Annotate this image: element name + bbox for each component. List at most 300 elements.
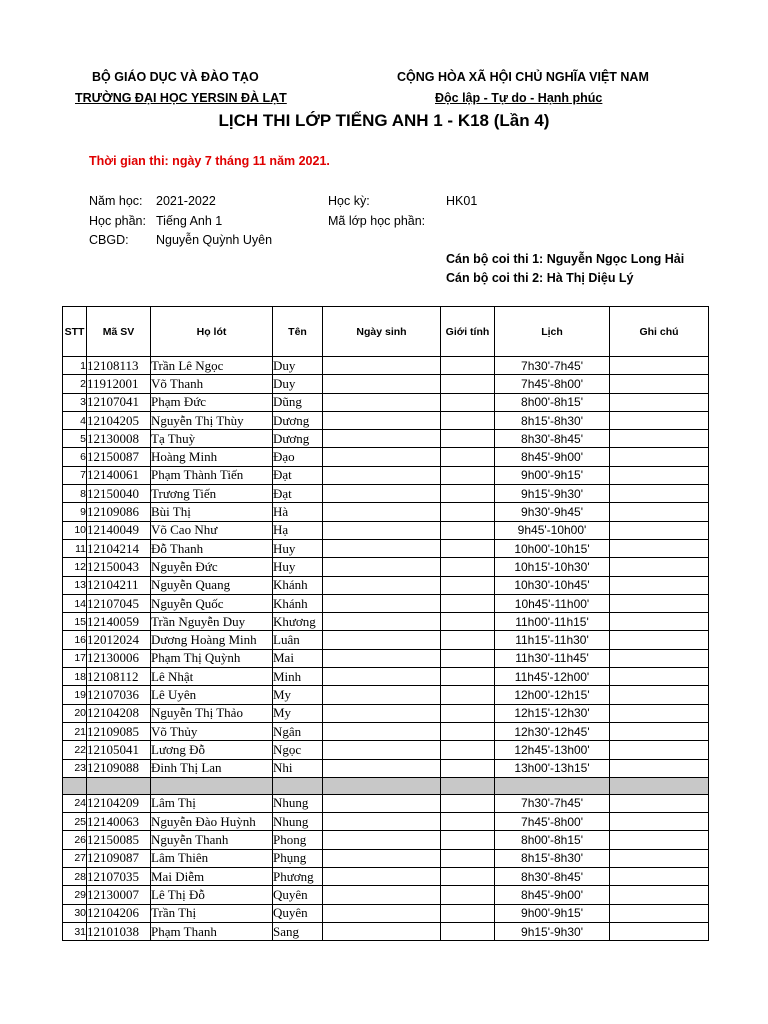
- cell-given-name: My: [273, 704, 323, 722]
- cell-gender: [441, 868, 495, 886]
- year-label: Năm học:: [89, 194, 143, 208]
- cell-stt: 27: [63, 849, 87, 867]
- cell-schedule: 10h00'-10h15': [495, 539, 610, 557]
- year-value: 2021-2022: [156, 194, 216, 208]
- table-row: [63, 649, 709, 667]
- cell-surname: Lê Thị Đỗ: [151, 886, 273, 904]
- column-header-note: Ghi chú: [610, 307, 709, 357]
- cell-note: [610, 357, 709, 375]
- cell-schedule: 8h30'-8h45': [495, 868, 610, 886]
- cell-note: [610, 668, 709, 686]
- cell-birth-date: [323, 558, 441, 576]
- exam-time: Thời gian thi: ngày 7 tháng 11 năm 2021.: [89, 154, 330, 168]
- cell-student-id: 11912001: [87, 375, 151, 393]
- cell-student-id: 12104205: [87, 411, 151, 429]
- cell-given-name: Quyên: [273, 886, 323, 904]
- table-row: [63, 722, 709, 740]
- table-row: [63, 466, 709, 484]
- cell-schedule: 7h45'-8h00': [495, 813, 610, 831]
- column-header-given-name: Tên: [273, 307, 323, 357]
- cell-note: [610, 613, 709, 631]
- cell-stt: 29: [63, 886, 87, 904]
- cell-schedule: 12h30'-12h45': [495, 722, 610, 740]
- cell-schedule: 9h15'-9h30': [495, 922, 610, 940]
- cell-student-id: 12104211: [87, 576, 151, 594]
- cell-given-name: Mai: [273, 649, 323, 667]
- cell-schedule: 8h00'-8h15': [495, 393, 610, 411]
- cell-student-id: 12104209: [87, 794, 151, 812]
- cell-given-name: Nhung: [273, 794, 323, 812]
- cell-note: [610, 922, 709, 940]
- cell-birth-date: [323, 686, 441, 704]
- cell-student-id: 12109088: [87, 759, 151, 777]
- cell-stt: 22: [63, 741, 87, 759]
- cell-gender: [441, 722, 495, 740]
- cell-given-name: Ngân: [273, 722, 323, 740]
- cell-birth-date: [323, 411, 441, 429]
- cell-surname: Nguyễn Thanh: [151, 831, 273, 849]
- cell-student-id: 12140061: [87, 466, 151, 484]
- cell-stt: 15: [63, 613, 87, 631]
- cell-stt: 8: [63, 485, 87, 503]
- cell-gender: [441, 466, 495, 484]
- cell-schedule: 10h30'-10h45': [495, 576, 610, 594]
- cell-gender: [441, 649, 495, 667]
- exam-schedule-table: [62, 306, 709, 941]
- table-row: [63, 594, 709, 612]
- cell-birth-date: [323, 759, 441, 777]
- cell-schedule: 8h15'-8h30': [495, 411, 610, 429]
- cell-surname: Lê Uyên: [151, 686, 273, 704]
- cell-schedule: 11h00'-11h15': [495, 613, 610, 631]
- table-row: [63, 485, 709, 503]
- cell-note: [610, 813, 709, 831]
- cell-student-id: 12140063: [87, 813, 151, 831]
- cell-gender: [441, 448, 495, 466]
- cell-birth-date: [323, 594, 441, 612]
- cell-stt: 24: [63, 794, 87, 812]
- cell-student-id: 12140059: [87, 613, 151, 631]
- cell-surname: Nguyễn Quang: [151, 576, 273, 594]
- cell-schedule: 9h00'-9h15': [495, 466, 610, 484]
- class-code-label: Mã lớp học phần:: [328, 214, 426, 228]
- cell-birth-date: [323, 849, 441, 867]
- cell-student-id: 12140049: [87, 521, 151, 539]
- cell-given-name: Ngọc: [273, 741, 323, 759]
- separator-cell: [495, 777, 610, 794]
- cell-birth-date: [323, 704, 441, 722]
- cell-schedule: 11h15'-11h30': [495, 631, 610, 649]
- course-value: Tiếng Anh 1: [156, 214, 223, 228]
- cell-surname: Nguyễn Thị Thùy: [151, 411, 273, 429]
- column-header-stt: STT: [63, 307, 87, 357]
- cell-student-id: 12104206: [87, 904, 151, 922]
- cell-student-id: 12105041: [87, 741, 151, 759]
- cell-birth-date: [323, 649, 441, 667]
- proctor-2: Cán bộ coi thi 2: Hà Thị Diệu Lý: [446, 271, 634, 285]
- cell-gender: [441, 576, 495, 594]
- cell-student-id: 12107036: [87, 686, 151, 704]
- cell-note: [610, 686, 709, 704]
- cell-birth-date: [323, 485, 441, 503]
- cell-student-id: 12104208: [87, 704, 151, 722]
- cell-surname: Đinh Thị Lan: [151, 759, 273, 777]
- cell-schedule: 9h00'-9h15': [495, 904, 610, 922]
- cell-given-name: Quyên: [273, 904, 323, 922]
- cell-birth-date: [323, 904, 441, 922]
- cell-note: [610, 904, 709, 922]
- cell-student-id: 12150085: [87, 831, 151, 849]
- cell-note: [610, 594, 709, 612]
- cell-birth-date: [323, 576, 441, 594]
- cell-surname: Trần Lê Ngọc: [151, 357, 273, 375]
- cell-note: [610, 649, 709, 667]
- cell-given-name: Đạt: [273, 466, 323, 484]
- cell-gender: [441, 886, 495, 904]
- cell-birth-date: [323, 886, 441, 904]
- cell-gender: [441, 430, 495, 448]
- cell-surname: Nguyễn Đức: [151, 558, 273, 576]
- cell-surname: Lê Nhật: [151, 668, 273, 686]
- cell-student-id: 12130008: [87, 430, 151, 448]
- table-row: [63, 521, 709, 539]
- table-body: [63, 357, 709, 941]
- table-row: [63, 613, 709, 631]
- cell-surname: Nguyễn Đào Huỳnh: [151, 813, 273, 831]
- cell-surname: Lương Đỗ: [151, 741, 273, 759]
- cell-schedule: 13h00'-13h15': [495, 759, 610, 777]
- cell-given-name: Sang: [273, 922, 323, 940]
- cell-surname: Phạm Thành Tiến: [151, 466, 273, 484]
- cell-given-name: Hà: [273, 503, 323, 521]
- cell-note: [610, 704, 709, 722]
- table-row: [63, 357, 709, 375]
- cell-birth-date: [323, 521, 441, 539]
- cell-note: [610, 631, 709, 649]
- cell-stt: 1: [63, 357, 87, 375]
- cell-stt: 21: [63, 722, 87, 740]
- cell-gender: [441, 922, 495, 940]
- cell-student-id: 12109085: [87, 722, 151, 740]
- table-row: [63, 741, 709, 759]
- cell-schedule: 8h45'-9h00': [495, 448, 610, 466]
- cell-stt: 5: [63, 430, 87, 448]
- table-row: [63, 922, 709, 940]
- separator-cell: [273, 777, 323, 794]
- cell-note: [610, 722, 709, 740]
- cell-gender: [441, 393, 495, 411]
- cell-schedule: 7h45'-8h00': [495, 375, 610, 393]
- cell-stt: 23: [63, 759, 87, 777]
- cell-schedule: 11h45'-12h00': [495, 668, 610, 686]
- column-header-schedule: Lịch: [495, 307, 610, 357]
- cell-birth-date: [323, 813, 441, 831]
- cell-birth-date: [323, 922, 441, 940]
- table-row: [63, 539, 709, 557]
- cell-stt: 7: [63, 466, 87, 484]
- table-row: [63, 794, 709, 812]
- cell-schedule: 12h15'-12h30': [495, 704, 610, 722]
- cell-student-id: 12107041: [87, 393, 151, 411]
- cell-surname: Lâm Thị: [151, 794, 273, 812]
- cell-student-id: 12104214: [87, 539, 151, 557]
- cell-surname: Trương Tiến: [151, 485, 273, 503]
- cell-stt: 30: [63, 904, 87, 922]
- cell-given-name: Luân: [273, 631, 323, 649]
- cell-note: [610, 741, 709, 759]
- cell-surname: Trần Thị: [151, 904, 273, 922]
- cell-stt: 16: [63, 631, 87, 649]
- table-row: [63, 686, 709, 704]
- cell-note: [610, 485, 709, 503]
- cell-note: [610, 411, 709, 429]
- cell-schedule: 8h15'-8h30': [495, 849, 610, 867]
- cell-gender: [441, 594, 495, 612]
- table-row: [63, 430, 709, 448]
- table-row: [63, 668, 709, 686]
- cell-note: [610, 831, 709, 849]
- cell-stt: 18: [63, 668, 87, 686]
- cell-gender: [441, 759, 495, 777]
- cell-surname: Võ Thanh: [151, 375, 273, 393]
- cell-surname: Phạm Thị Quỳnh: [151, 649, 273, 667]
- cell-stt: 19: [63, 686, 87, 704]
- cell-note: [610, 466, 709, 484]
- cell-surname: Mai Diễm: [151, 868, 273, 886]
- cell-schedule: 8h00'-8h15': [495, 831, 610, 849]
- table-header-row: [63, 307, 709, 357]
- cell-student-id: 12108113: [87, 357, 151, 375]
- course-label: Học phần:: [89, 214, 146, 228]
- cell-surname: Nguyễn Quốc: [151, 594, 273, 612]
- ministry-name: BỘ GIÁO DỤC VÀ ĐÀO TẠO: [92, 70, 259, 84]
- cell-note: [610, 448, 709, 466]
- cell-given-name: Dương: [273, 430, 323, 448]
- cell-note: [610, 521, 709, 539]
- cell-student-id: 12101038: [87, 922, 151, 940]
- table-row: [63, 558, 709, 576]
- cell-note: [610, 759, 709, 777]
- cell-surname: Bùi Thị: [151, 503, 273, 521]
- cell-student-id: 12012024: [87, 631, 151, 649]
- cell-birth-date: [323, 613, 441, 631]
- cell-gender: [441, 503, 495, 521]
- cell-gender: [441, 558, 495, 576]
- cell-given-name: Đạt: [273, 485, 323, 503]
- table-row: [63, 375, 709, 393]
- cell-student-id: 12150043: [87, 558, 151, 576]
- cell-birth-date: [323, 539, 441, 557]
- table-row: [63, 448, 709, 466]
- cell-given-name: Huy: [273, 558, 323, 576]
- cell-stt: 11: [63, 539, 87, 557]
- cell-stt: 31: [63, 922, 87, 940]
- cell-birth-date: [323, 503, 441, 521]
- cell-gender: [441, 411, 495, 429]
- cell-given-name: My: [273, 686, 323, 704]
- cell-birth-date: [323, 668, 441, 686]
- cell-surname: Phạm Thanh: [151, 922, 273, 940]
- table-row: [63, 813, 709, 831]
- cell-birth-date: [323, 722, 441, 740]
- cell-given-name: Nhi: [273, 759, 323, 777]
- cell-birth-date: [323, 375, 441, 393]
- cell-surname: Đỗ Thanh: [151, 539, 273, 557]
- cell-gender: [441, 794, 495, 812]
- cell-birth-date: [323, 466, 441, 484]
- cell-stt: 25: [63, 813, 87, 831]
- table-row: [63, 759, 709, 777]
- table-row: [63, 868, 709, 886]
- table-row: [63, 411, 709, 429]
- cell-surname: Tạ Thuỳ: [151, 430, 273, 448]
- cell-note: [610, 868, 709, 886]
- cell-given-name: Phương: [273, 868, 323, 886]
- separator-cell: [63, 777, 87, 794]
- cell-schedule: 7h30'-7h45': [495, 357, 610, 375]
- cell-schedule: 7h30'-7h45': [495, 794, 610, 812]
- cell-student-id: 12109087: [87, 849, 151, 867]
- cell-stt: 26: [63, 831, 87, 849]
- column-header-gender: Giới tính: [441, 307, 495, 357]
- cell-stt: 3: [63, 393, 87, 411]
- cell-birth-date: [323, 393, 441, 411]
- cell-stt: 17: [63, 649, 87, 667]
- cell-note: [610, 393, 709, 411]
- group-separator-row: [63, 777, 709, 794]
- separator-cell: [323, 777, 441, 794]
- cell-gender: [441, 668, 495, 686]
- lecturer-value: Nguyễn Quỳnh Uyên: [156, 233, 273, 247]
- separator-cell: [441, 777, 495, 794]
- cell-note: [610, 430, 709, 448]
- table-row: [63, 503, 709, 521]
- cell-birth-date: [323, 631, 441, 649]
- cell-note: [610, 794, 709, 812]
- cell-given-name: Khương: [273, 613, 323, 631]
- cell-student-id: 12130006: [87, 649, 151, 667]
- cell-student-id: 12107045: [87, 594, 151, 612]
- cell-gender: [441, 904, 495, 922]
- table-row: [63, 886, 709, 904]
- cell-note: [610, 558, 709, 576]
- semester-value: HK01: [446, 194, 478, 208]
- cell-student-id: 12108112: [87, 668, 151, 686]
- column-header-surname: Họ lót: [151, 307, 273, 357]
- cell-gender: [441, 813, 495, 831]
- cell-student-id: 12130007: [87, 886, 151, 904]
- cell-note: [610, 539, 709, 557]
- cell-stt: 4: [63, 411, 87, 429]
- cell-stt: 9: [63, 503, 87, 521]
- university-name: TRƯỜNG ĐẠI HỌC YERSIN ĐÀ LẠT: [75, 91, 287, 105]
- cell-birth-date: [323, 357, 441, 375]
- cell-schedule: 9h15'-9h30': [495, 485, 610, 503]
- table-row: [63, 904, 709, 922]
- cell-birth-date: [323, 794, 441, 812]
- lecturer-label: CBGD:: [89, 233, 129, 247]
- national-motto: Độc lập - Tự do - Hạnh phúc: [435, 91, 603, 105]
- cell-stt: 12: [63, 558, 87, 576]
- semester-label: Học kỳ:: [328, 194, 370, 208]
- cell-gender: [441, 613, 495, 631]
- cell-stt: 13: [63, 576, 87, 594]
- document-title: LỊCH THI LỚP TIẾNG ANH 1 - K18 (Lần 4): [218, 111, 550, 130]
- cell-birth-date: [323, 868, 441, 886]
- cell-given-name: Khánh: [273, 576, 323, 594]
- cell-given-name: Khánh: [273, 594, 323, 612]
- cell-stt: 14: [63, 594, 87, 612]
- cell-surname: Lâm Thiên: [151, 849, 273, 867]
- cell-given-name: Dũng: [273, 393, 323, 411]
- separator-cell: [610, 777, 709, 794]
- cell-stt: 20: [63, 704, 87, 722]
- cell-note: [610, 849, 709, 867]
- separator-cell: [151, 777, 273, 794]
- cell-gender: [441, 375, 495, 393]
- cell-gender: [441, 521, 495, 539]
- cell-given-name: Nhung: [273, 813, 323, 831]
- column-header-student-id: Mã SV: [87, 307, 151, 357]
- cell-schedule: 11h30'-11h45': [495, 649, 610, 667]
- cell-gender: [441, 485, 495, 503]
- cell-student-id: 12150087: [87, 448, 151, 466]
- cell-surname: Nguyễn Thị Thảo: [151, 704, 273, 722]
- cell-birth-date: [323, 831, 441, 849]
- table-row: [63, 831, 709, 849]
- cell-surname: Phạm Đức: [151, 393, 273, 411]
- cell-given-name: Minh: [273, 668, 323, 686]
- cell-gender: [441, 704, 495, 722]
- cell-given-name: Phong: [273, 831, 323, 849]
- cell-given-name: Huy: [273, 539, 323, 557]
- cell-note: [610, 375, 709, 393]
- republic-name: CỘNG HÒA XÃ HỘI CHỦ NGHĨA VIỆT NAM: [397, 70, 649, 84]
- cell-given-name: Đạo: [273, 448, 323, 466]
- cell-schedule: 9h30'-9h45': [495, 503, 610, 521]
- cell-given-name: Hạ: [273, 521, 323, 539]
- cell-surname: Dương Hoàng Minh: [151, 631, 273, 649]
- column-header-birth-date: Ngày sinh: [323, 307, 441, 357]
- table-row: [63, 631, 709, 649]
- cell-note: [610, 503, 709, 521]
- cell-note: [610, 886, 709, 904]
- cell-gender: [441, 849, 495, 867]
- cell-birth-date: [323, 448, 441, 466]
- cell-given-name: Phụng: [273, 849, 323, 867]
- table-row: [63, 393, 709, 411]
- cell-given-name: Duy: [273, 375, 323, 393]
- cell-given-name: Dương: [273, 411, 323, 429]
- cell-schedule: 8h30'-8h45': [495, 430, 610, 448]
- cell-stt: 28: [63, 868, 87, 886]
- proctor-1: Cán bộ coi thi 1: Nguyễn Ngọc Long Hải: [446, 252, 685, 266]
- cell-gender: [441, 539, 495, 557]
- cell-note: [610, 576, 709, 594]
- cell-student-id: 12109086: [87, 503, 151, 521]
- cell-student-id: 12107035: [87, 868, 151, 886]
- cell-surname: Võ Thủy: [151, 722, 273, 740]
- separator-cell: [87, 777, 151, 794]
- cell-birth-date: [323, 741, 441, 759]
- cell-schedule: 10h45'-11h00': [495, 594, 610, 612]
- cell-schedule: 12h45'-13h00': [495, 741, 610, 759]
- cell-schedule: 12h00'-12h15': [495, 686, 610, 704]
- cell-gender: [441, 831, 495, 849]
- cell-surname: Trần Nguyễn Duy: [151, 613, 273, 631]
- cell-gender: [441, 631, 495, 649]
- cell-birth-date: [323, 430, 441, 448]
